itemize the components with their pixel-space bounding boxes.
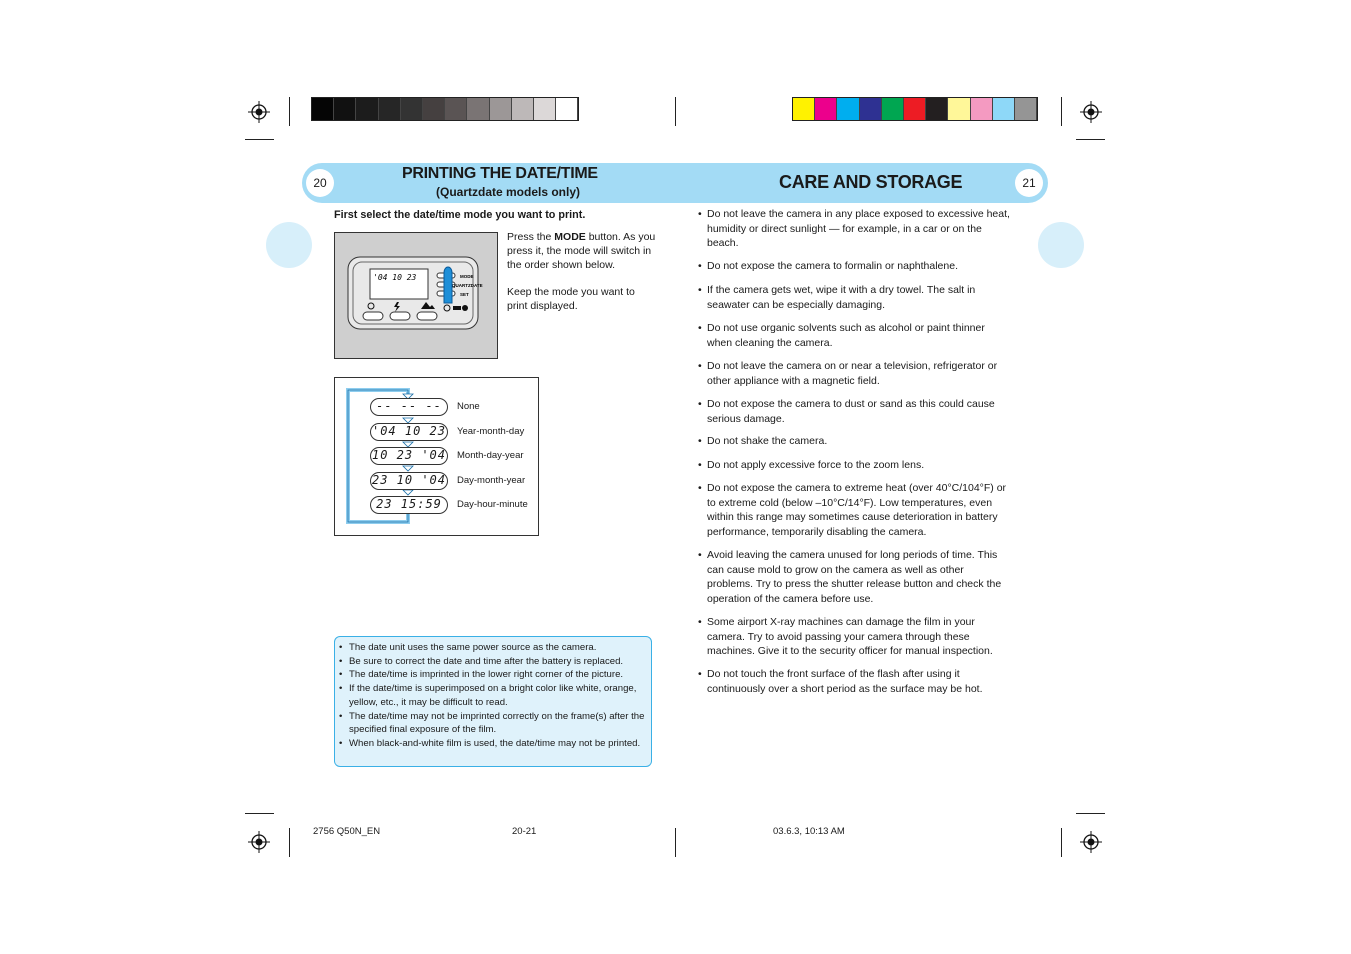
care-text: Do not expose the camera to extreme heat (over 40°C/104°F) or to extreme cold (below –10°C/14°F). Low temperatures, even within this range may sometimes cause deterioration in battery performance, temporarily disabling the camera. <box>707 482 1007 538</box>
care-text: Do not leave the camera on or near a television, refrigerator or other appliance with a magnetic field. <box>707 360 998 387</box>
page-number-right: 21 <box>1015 169 1043 197</box>
care-text: Do not apply excessive force to the zoom lens. <box>707 459 925 471</box>
note-item <box>339 668 647 682</box>
bullet-icon: • <box>698 360 702 372</box>
gray-swatch <box>334 98 356 120</box>
care-text: Do not use organic solvents such as alcohol or paint thinner when cleaning the camera. <box>707 322 985 349</box>
bullet-icon: • <box>698 668 702 680</box>
note-text: The date/time is imprinted in the lower right corner of the picture. <box>349 669 624 681</box>
panel-lcd-text: '04 10 23 <box>373 273 417 282</box>
gray-swatch <box>490 98 512 120</box>
bullet-icon: • <box>698 208 702 220</box>
gray-swatch <box>423 98 445 120</box>
bullet-icon: • <box>698 435 702 447</box>
care-text: Do not expose the camera to dust or sand as this could cause serious damage. <box>707 398 995 425</box>
care-text: Do not expose the camera to formalin or naphthalene. <box>707 260 958 272</box>
instruction-text: Press the MODE button. As you press it, the mode will switch in the order shown below. <box>507 231 656 271</box>
registration-mark-icon <box>248 831 270 853</box>
mode-display: 23 10 '04 <box>370 472 448 490</box>
page-number-left: 20 <box>306 169 334 197</box>
mode-button-label: MODE <box>460 274 474 279</box>
care-item <box>698 548 1012 606</box>
left-page-title: PRINTING THE DATE/TIME <box>402 165 598 182</box>
mode-label: Day-month-year <box>457 474 526 486</box>
left-page-subtitle: (Quartzdate models only) <box>436 185 581 199</box>
note-item <box>339 655 647 669</box>
bullet-icon: • <box>339 642 343 653</box>
bullet-icon: • <box>698 260 702 272</box>
gray-swatch <box>312 98 334 120</box>
bullet-icon: • <box>339 655 343 667</box>
mode-label: None <box>457 401 480 412</box>
care-text: If the camera gets wet, wipe it with a dry towel. The salt in seawater can be especially damaging. <box>707 284 976 311</box>
color-swatch <box>1015 98 1037 120</box>
bullet-icon: • <box>698 322 702 334</box>
color-swatch <box>993 98 1015 120</box>
care-item <box>698 321 1012 350</box>
care-item <box>698 458 1012 473</box>
registration-mark-icon <box>248 101 270 123</box>
note-item <box>339 710 647 737</box>
gray-swatch <box>356 98 378 120</box>
bullet-icon: • <box>339 737 343 749</box>
mode-label: Day-hour-minute <box>457 499 528 510</box>
arrow-up-icon <box>444 267 452 303</box>
grayscale-color-bar <box>311 97 579 121</box>
care-text: Avoid leaving the camera unused for long periods of time. This can cause mold to grow on the camera as well as other problems. Try to press the shutter release button and check the operation of the camera before use. <box>707 549 1002 605</box>
note-text: The date unit uses the same power source as the camera. <box>349 642 597 653</box>
registration-mark-icon <box>1080 831 1102 853</box>
note-item <box>339 682 647 709</box>
color-swatch <box>837 98 859 120</box>
color-swatch <box>904 98 926 120</box>
care-item <box>698 397 1012 426</box>
footer-pages: 20-21 <box>512 826 537 837</box>
set-button-label: SET <box>460 292 469 297</box>
mode-display: '04 10 23 <box>370 423 448 441</box>
care-item <box>698 283 1012 312</box>
bullet-icon: • <box>339 683 343 695</box>
gray-swatch <box>467 98 489 120</box>
battery-icon <box>453 306 461 310</box>
color-swatch <box>926 98 948 120</box>
gray-swatch <box>401 98 423 120</box>
bullet-icon: • <box>698 284 702 296</box>
color-swatch <box>793 98 815 120</box>
gray-swatch <box>556 98 578 120</box>
mode-label: Month-day-year <box>457 450 524 461</box>
care-text: Do not shake the camera. <box>707 435 828 447</box>
note-text: Be sure to correct the date and time after the battery is replaced. <box>349 655 624 667</box>
care-item <box>698 434 1012 449</box>
bullet-icon: • <box>339 669 343 681</box>
footer-timestamp: 03.6.3, 10:13 AM <box>773 826 845 837</box>
mode-display: 10 23 '04 <box>370 447 448 465</box>
care-text: Do not leave the camera in any place exposed to excessive heat, humidity or direct sunlight — for example, in a car or on the beach. <box>707 208 1010 249</box>
bullet-icon: • <box>698 549 702 561</box>
care-item <box>698 615 1012 659</box>
gray-swatch <box>534 98 556 120</box>
mode-label: Year-month-day <box>457 425 525 437</box>
bullet-icon: • <box>339 710 343 722</box>
mode-cycle-diagram <box>334 377 539 536</box>
bullet-icon: • <box>698 398 702 410</box>
mode-display: 23 15:59 <box>370 496 448 514</box>
gray-swatch <box>445 98 467 120</box>
decorative-circle <box>1038 222 1084 268</box>
quartzdate-button-label: QUARTZDATE <box>452 283 483 288</box>
process-color-bar <box>792 97 1038 121</box>
camera-panel-drawing <box>335 233 497 358</box>
care-text: Some airport X-ray machines can damage the film in your camera. Try to avoid passing your camera through these machines. Give it to the security officer for manual inspection. <box>707 616 993 657</box>
registration-mark-icon <box>1080 101 1102 123</box>
care-item <box>698 259 1012 274</box>
care-text: Do not touch the front surface of the flash after using it continuously over a short period as the surface may be hot. <box>707 668 983 695</box>
care-item <box>698 481 1012 539</box>
footer-filename: 2756 Q50N_EN <box>313 826 381 837</box>
camera-back-panel-illustration <box>334 232 498 359</box>
gray-swatch <box>512 98 534 120</box>
note-text: If the date/time is superimposed on a bright color like white, orange, yellow, etc., it may be difficult to read. <box>349 683 637 708</box>
color-swatch <box>971 98 993 120</box>
color-swatch <box>882 98 904 120</box>
note-text: When black-and-white film is used, the date/time may not be printed. <box>349 737 641 749</box>
instruction-text-2: Keep the mode you want to print displayed. <box>507 286 635 312</box>
bullet-icon: • <box>698 459 702 471</box>
color-swatch <box>860 98 882 120</box>
mode-display: -- -- -- <box>370 398 448 416</box>
care-item <box>698 359 1012 388</box>
care-item <box>698 207 1012 251</box>
care-item <box>698 667 1012 696</box>
notes-box <box>334 636 652 767</box>
color-swatch <box>948 98 970 120</box>
right-page-title: CARE AND STORAGE <box>779 172 963 192</box>
note-item <box>339 641 647 655</box>
bullet-icon: • <box>698 482 702 494</box>
note-item <box>339 737 647 751</box>
color-swatch <box>815 98 837 120</box>
intro-text: First select the date/time mode you want to print. <box>334 209 586 221</box>
note-text: The date/time may not be imprinted correctly on the frame(s) after the specified final exposure of the film. <box>349 710 645 736</box>
bullet-icon: • <box>698 616 702 628</box>
gray-swatch <box>379 98 401 120</box>
decorative-circle <box>266 222 312 268</box>
